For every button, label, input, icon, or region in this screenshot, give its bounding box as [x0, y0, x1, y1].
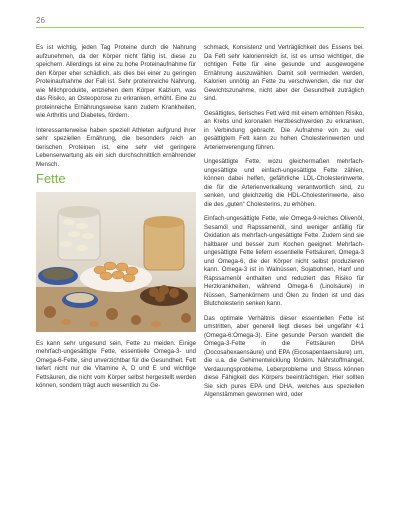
section-heading-fette: Fette	[36, 171, 66, 186]
paragraph-geschmack: schmack, Konsistenz und Verträglichkeit des Essens bei. Da Fett sehr kalorienreich ist, ist es umso wichtiger, die richtigen Fette für eine gesunde und ausgewogene Ernährung auszuwählen. Damit soll vermieden werden, Kalorien unnötig an Fette zu verschwenden, die nur der Gewichtszunahme, nicht aber der Gesundheit zuträglich sind.	[204, 44, 364, 102]
nuts-and-seeds-photo	[36, 192, 196, 332]
paragraph-proteins: Es ist wichtig, jeden Tag Proteine durch die Nahrung aufzunehmen, da der Körper nicht fähig ist, diese zu speichern. Allerdings ist eine zu hohe Proteinaufnahme für den Körper eher schädlich, als dies bei einer zu geringen Proteinaufnahme der Fall ist. Sehr proteinreiche Nahrung, wie Milchprodukte, entziehen dem Körper Kalzium, was das Risiko, an Osteoporose zu erkranken, erhöht. Eine zu proteinreiche Ernährungsweise kann zudem Krankheiten, wie Arthritis und Diabetes, fördern.	[36, 44, 196, 119]
paragraph-ungesaettigte-fette: Ungesättigte Fette, wozu gleichermaßen mehrfach-ungesättigte und einfach-ungesättigte Fette zählen, können dabei helfen, gefährliche LDL-Cholesterinwerte, die für die Arterienverkalkung verantwortlich sind, zu senken, und gleichzeitig die HDL-Cholesterinwerte, also die des „guten“ Cholesterins, zu erhöhen.	[204, 158, 364, 208]
paragraph-fette-intro: Es kann sehr ungesund sein, Fette zu meiden. Einige mehrfach-ungesättigte Fette, essentielle Omega-3- und Omega-6-Fette, sind unverzichtbar für die Gesundheit. Fett liefert nicht nur die Vitamine A, D und E und wichtige Fettsäuren, die nicht vom Körper selbst hergestellt werden können, sondern trägt auch wesentlich zu Ge-	[36, 339, 196, 389]
paragraph-athletes: Interessanterweise haben speziell Athleten aufgrund ihrer sehr speziellen Ernährung, die besonders reich an tierischen Proteinen ist, eine sehr viel geringere Lebenserwartung als ein sich durchschnittlich ernährender Mensch.	[36, 126, 196, 168]
left-column	[36, 44, 196, 397]
paragraph-gesaettigte-fette: Gesättigtes, tierisches Fett wird mit einem erhöhten Risiko, an Krebs und koronalen Herzbeschwerden zu erkranken, in Verbindung gebracht. Die Aufnahme von zu viel gesättigtem Fett kann zu hohen Cholesterinwerten und Arterienverengung führen.	[204, 109, 364, 151]
header-rule	[36, 27, 364, 28]
paragraph-einfach-ungesaettigt: Einfach-ungesättigte Fette, wie Omega-9-reiches Olivenöl, Sesamöl und Rapssamenöl, sind weniger anfällig für Oxidation als mehrfach-ungesättigte Fette. Zudem sind sie haltbarer und besser zum Kochen geeignet. Mehrfach-ungesättigte Fette liefern essentielle Fettsäuren, Omega-3 und Omega-6, die der Körper nicht selbst produzieren kann. Omega-3 ist in Walnüssen, Sojabohnen, Hanf und Rapssamenöl enthalten und reduziert das Risiko für Herzkrankheiten, während Omega-6 (Linolsäure) in Nüssen, Samenkörnern und Ölen zu finden ist und das Blutcholesterin senken kann.	[204, 215, 364, 307]
paragraph-verhaeltnis: Das optimale Verhältnis dieser essentiellen Fette ist umstritten, aber generell liegt dieses bei ungefähr 4:1 (Omega-6:Omega-3). Eine gesunde Person wandelt die Omega-3-Fette in die Fettsäuren DHA (Docosahexaensäure) und EPA (Eicosapentaensäure) um, die u.a. die Gehirnentwicklung fördern. Nährstoffmangel, Verdauungsprobleme, Leberprobleme und Stress können diese Fähigkeit des Körpers beeinträchtigen. Hier sollten Sie sich pures EPA und DHA, welches aus speziellen Algenstämmen gewonnen wird, oder	[204, 314, 364, 398]
page-number: 26	[36, 16, 45, 25]
right-column	[204, 44, 364, 406]
nuts-illustration	[36, 192, 196, 332]
